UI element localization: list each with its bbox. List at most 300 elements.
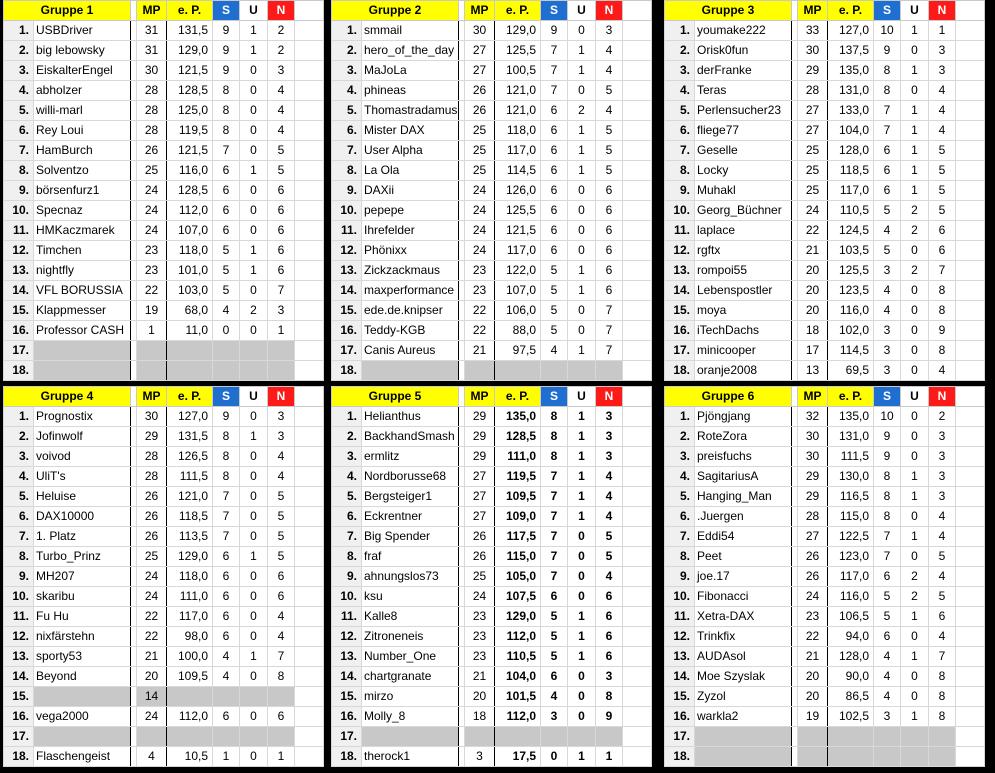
rank-cell: 15.: [4, 301, 34, 321]
ep-value: 129,0: [167, 547, 213, 567]
header-mp: MP: [137, 387, 167, 407]
tail-cell: [956, 201, 985, 221]
tail-cell: [295, 21, 324, 41]
s-value: 4: [874, 281, 901, 301]
tail-cell: [295, 407, 324, 427]
u-value: 1: [568, 261, 596, 281]
s-value: 5: [874, 587, 901, 607]
mp-value: 24: [137, 201, 167, 221]
n-value: 6: [929, 221, 956, 241]
ep-value: 121,5: [167, 141, 213, 161]
group-title: Gruppe 2: [332, 1, 459, 21]
table-row: [332, 587, 652, 607]
tail-cell: [956, 627, 985, 647]
s-value: 3: [874, 707, 901, 727]
n-value: 2: [929, 407, 956, 427]
rank-cell: 10.: [665, 201, 695, 221]
table-row: [4, 487, 324, 507]
player-name: minicooper: [695, 341, 792, 361]
s-value: 5: [541, 647, 568, 667]
rank-cell: 13.: [4, 647, 34, 667]
player-name: Teras: [695, 81, 792, 101]
s-value: 7: [541, 81, 568, 101]
table-row: [4, 507, 324, 527]
table-row: [665, 261, 985, 281]
tail-cell: [956, 607, 985, 627]
rank-cell: 6.: [332, 507, 362, 527]
u-value: 1: [240, 41, 268, 61]
n-value: [268, 687, 295, 707]
tail-cell: [623, 201, 652, 221]
rank-cell: 1.: [332, 407, 362, 427]
ep-value: [828, 747, 874, 767]
rank-cell: 12.: [4, 627, 34, 647]
header-ep: e. P.: [495, 387, 541, 407]
u-value: [901, 727, 929, 747]
n-value: 4: [268, 627, 295, 647]
player-name: Orisk0fun: [695, 41, 792, 61]
n-value: 7: [268, 647, 295, 667]
player-name: ksu: [362, 587, 459, 607]
u-value: 0: [240, 507, 268, 527]
s-value: 8: [213, 81, 240, 101]
table-row: [665, 221, 985, 241]
ep-value: 103,5: [828, 241, 874, 261]
u-value: 1: [568, 161, 596, 181]
table-row: [4, 361, 324, 381]
mp-value: 25: [798, 141, 828, 161]
ep-value: 106,5: [828, 607, 874, 627]
s-value: 4: [874, 221, 901, 241]
table-row: [4, 341, 324, 361]
n-value: 3: [268, 61, 295, 81]
mp-value: 24: [465, 201, 495, 221]
s-value: 7: [874, 101, 901, 121]
u-value: 0: [568, 707, 596, 727]
u-value: 0: [901, 667, 929, 687]
tail-cell: [623, 567, 652, 587]
mp-value: 33: [798, 21, 828, 41]
s-value: 6: [874, 567, 901, 587]
tail-cell: [956, 181, 985, 201]
player-name: Eddi54: [695, 527, 792, 547]
n-value: 3: [268, 427, 295, 447]
rank-cell: 17.: [332, 727, 362, 747]
u-value: 2: [901, 221, 929, 241]
mp-value: 26: [137, 141, 167, 161]
ep-value: 129,0: [495, 21, 541, 41]
player-name: mirzo: [362, 687, 459, 707]
rank-cell: 9.: [332, 181, 362, 201]
n-value: 8: [929, 687, 956, 707]
table-row: [665, 61, 985, 81]
s-value: 9: [213, 21, 240, 41]
ep-value: 115,0: [828, 507, 874, 527]
tail-cell: [623, 487, 652, 507]
rank-cell: 8.: [332, 161, 362, 181]
header-row: [332, 1, 652, 21]
mp-value: 27: [465, 41, 495, 61]
ep-value: 119,5: [495, 467, 541, 487]
s-value: 8: [213, 467, 240, 487]
s-value: 8: [213, 427, 240, 447]
u-value: 0: [901, 281, 929, 301]
player-name: ede.de.knipser: [362, 301, 459, 321]
mp-value: 25: [465, 121, 495, 141]
n-value: 6: [268, 261, 295, 281]
mp-value: 26: [465, 527, 495, 547]
table-row: [4, 587, 324, 607]
u-value: 1: [240, 161, 268, 181]
group-table: [331, 386, 652, 767]
u-value: 0: [240, 221, 268, 241]
u-value: 0: [240, 281, 268, 301]
header-tail: [295, 387, 324, 407]
mp-value: 29: [465, 407, 495, 427]
mp-value: 22: [137, 627, 167, 647]
s-value: 10: [874, 21, 901, 41]
table-row: [665, 121, 985, 141]
mp-value: [465, 727, 495, 747]
rank-cell: 4.: [332, 81, 362, 101]
ep-value: 118,0: [167, 241, 213, 261]
table-row: [665, 141, 985, 161]
table-row: [4, 61, 324, 81]
u-value: 2: [901, 567, 929, 587]
mp-value: 22: [465, 321, 495, 341]
n-value: 2: [268, 41, 295, 61]
tail-cell: [623, 281, 652, 301]
rank-cell: 8.: [665, 547, 695, 567]
ep-value: 127,0: [828, 21, 874, 41]
u-value: 0: [901, 361, 929, 381]
rank-cell: 4.: [665, 467, 695, 487]
header-row: [4, 387, 324, 407]
table-row: [665, 467, 985, 487]
mp-value: 25: [465, 567, 495, 587]
n-value: 3: [596, 427, 623, 447]
n-value: 4: [268, 81, 295, 101]
s-value: 6: [213, 607, 240, 627]
table-row: [4, 547, 324, 567]
table-row: [332, 361, 652, 381]
table-row: [332, 341, 652, 361]
mp-value: 24: [137, 707, 167, 727]
n-value: 6: [929, 607, 956, 627]
tail-cell: [956, 427, 985, 447]
u-value: 1: [568, 281, 596, 301]
mp-value: 28: [798, 81, 828, 101]
tail-cell: [623, 21, 652, 41]
s-value: [213, 361, 240, 381]
s-value: 4: [541, 341, 568, 361]
u-value: 0: [901, 427, 929, 447]
n-value: [929, 747, 956, 767]
s-value: 9: [874, 41, 901, 61]
ep-value: 111,5: [167, 467, 213, 487]
tail-cell: [956, 101, 985, 121]
ep-value: 68,0: [167, 301, 213, 321]
mp-value: 25: [798, 161, 828, 181]
table-row: [332, 281, 652, 301]
tail-cell: [956, 447, 985, 467]
s-value: [213, 341, 240, 361]
rank-cell: 11.: [4, 607, 34, 627]
tail-cell: [623, 101, 652, 121]
player-name: [34, 361, 131, 381]
s-value: 8: [541, 427, 568, 447]
s-value: 7: [213, 487, 240, 507]
tail-cell: [623, 647, 652, 667]
u-value: 0: [240, 101, 268, 121]
n-value: 4: [929, 101, 956, 121]
n-value: 6: [268, 567, 295, 587]
player-name: Georg_Büchner: [695, 201, 792, 221]
ep-value: [167, 687, 213, 707]
u-value: 0: [568, 547, 596, 567]
player-name: Solventzo: [34, 161, 131, 181]
u-value: 0: [568, 21, 596, 41]
n-value: 5: [268, 141, 295, 161]
player-name: Canis Aureus: [362, 341, 459, 361]
rank-cell: 15.: [332, 301, 362, 321]
n-value: 4: [929, 527, 956, 547]
header-s: S: [213, 387, 240, 407]
tail-cell: [956, 527, 985, 547]
u-value: 1: [901, 647, 929, 667]
table-row: [665, 687, 985, 707]
s-value: 6: [541, 587, 568, 607]
n-value: 3: [929, 41, 956, 61]
s-value: 8: [874, 467, 901, 487]
table-row: [332, 467, 652, 487]
ep-value: 131,0: [828, 81, 874, 101]
table-row: [665, 727, 985, 747]
s-value: 4: [213, 301, 240, 321]
u-value: 2: [901, 261, 929, 281]
u-value: 1: [240, 647, 268, 667]
n-value: 7: [596, 301, 623, 321]
mp-value: 20: [798, 687, 828, 707]
s-value: [541, 727, 568, 747]
table-row: [4, 527, 324, 547]
rank-cell: 17.: [665, 341, 695, 361]
s-value: 6: [874, 181, 901, 201]
ep-value: 107,0: [495, 281, 541, 301]
mp-value: 28: [798, 507, 828, 527]
tail-cell: [623, 547, 652, 567]
player-name: Locky: [695, 161, 792, 181]
table-row: [665, 547, 985, 567]
table-row: [4, 567, 324, 587]
table-row: [4, 667, 324, 687]
s-value: 8: [213, 447, 240, 467]
group-5-panel: [331, 386, 651, 767]
player-name: rgftx: [695, 241, 792, 261]
player-name: Professor CASH: [34, 321, 131, 341]
ep-value: 125,5: [495, 41, 541, 61]
player-name: AUDAsol: [695, 647, 792, 667]
s-value: 5: [213, 281, 240, 301]
rank-cell: 13.: [665, 261, 695, 281]
rank-cell: 18.: [332, 361, 362, 381]
s-value: 5: [541, 261, 568, 281]
tail-cell: [956, 707, 985, 727]
player-name: Number_One: [362, 647, 459, 667]
rank-cell: 9.: [665, 567, 695, 587]
header-s: S: [874, 1, 901, 21]
u-value: 0: [240, 467, 268, 487]
ep-value: 117,0: [828, 181, 874, 201]
ep-value: 10,5: [167, 747, 213, 767]
n-value: 3: [929, 427, 956, 447]
rank-cell: 13.: [665, 647, 695, 667]
u-value: 0: [240, 567, 268, 587]
player-name: vega2000: [34, 707, 131, 727]
n-value: 8: [929, 707, 956, 727]
mp-value: 29: [137, 427, 167, 447]
u-value: 0: [240, 321, 268, 341]
tail-cell: [956, 61, 985, 81]
u-value: 1: [901, 527, 929, 547]
tail-cell: [295, 301, 324, 321]
u-value: 2: [901, 587, 929, 607]
header-ep: e. P.: [828, 1, 874, 21]
tail-cell: [956, 281, 985, 301]
rank-cell: 13.: [332, 261, 362, 281]
u-value: 1: [901, 607, 929, 627]
u-value: 0: [568, 567, 596, 587]
mp-value: 30: [798, 41, 828, 61]
table-row: [4, 747, 324, 767]
n-value: 5: [596, 81, 623, 101]
ep-value: 100,5: [495, 61, 541, 81]
table-row: [665, 81, 985, 101]
table-row: [665, 201, 985, 221]
ep-value: 116,5: [828, 487, 874, 507]
rank-cell: 12.: [332, 241, 362, 261]
rank-cell: 12.: [665, 241, 695, 261]
player-name: Rey Loui: [34, 121, 131, 141]
ep-value: 122,5: [828, 527, 874, 547]
s-value: 7: [541, 547, 568, 567]
table-row: [332, 181, 652, 201]
mp-value: 29: [465, 447, 495, 467]
rank-cell: 10.: [332, 201, 362, 221]
ep-value: 94,0: [828, 627, 874, 647]
ep-value: 17,5: [495, 747, 541, 767]
u-value: 0: [240, 121, 268, 141]
ep-value: 121,0: [495, 81, 541, 101]
player-name: ahnungslos73: [362, 567, 459, 587]
ep-value: 110,5: [828, 201, 874, 221]
mp-value: 22: [465, 301, 495, 321]
ep-value: 90,0: [828, 667, 874, 687]
header-ep: e. P.: [167, 1, 213, 21]
n-value: 4: [268, 607, 295, 627]
ep-value: 104,0: [495, 667, 541, 687]
n-value: 8: [929, 281, 956, 301]
header-row: [665, 1, 985, 21]
rank-cell: 7.: [665, 527, 695, 547]
u-value: 1: [568, 341, 596, 361]
n-value: [596, 727, 623, 747]
rank-cell: 15.: [665, 687, 695, 707]
n-value: 6: [268, 587, 295, 607]
s-value: 5: [541, 321, 568, 341]
tail-cell: [956, 121, 985, 141]
rank-cell: 8.: [4, 547, 34, 567]
rank-cell: 5.: [665, 487, 695, 507]
s-value: 4: [874, 667, 901, 687]
tail-cell: [956, 747, 985, 767]
table-row: [665, 301, 985, 321]
rank-cell: 12.: [332, 627, 362, 647]
player-name: oranje2008: [695, 361, 792, 381]
player-name: fraf: [362, 547, 459, 567]
s-value: 6: [541, 181, 568, 201]
s-value: 10: [874, 407, 901, 427]
u-value: 0: [568, 221, 596, 241]
ep-value: 109,5: [495, 487, 541, 507]
ep-value: 109,0: [495, 507, 541, 527]
table-row: [332, 687, 652, 707]
player-name: [34, 727, 131, 747]
n-value: 5: [596, 161, 623, 181]
mp-value: 24: [465, 241, 495, 261]
mp-value: 26: [465, 547, 495, 567]
mp-value: 23: [137, 241, 167, 261]
u-value: 0: [568, 301, 596, 321]
player-name: Klappmesser: [34, 301, 131, 321]
ep-value: [495, 361, 541, 381]
s-value: 9: [213, 41, 240, 61]
n-value: 5: [268, 507, 295, 527]
group-2-panel: [331, 0, 651, 381]
tail-cell: [295, 607, 324, 627]
ep-value: 123,0: [828, 547, 874, 567]
player-name: Flaschengeist: [34, 747, 131, 767]
tail-cell: [295, 141, 324, 161]
rank-cell: 7.: [665, 141, 695, 161]
table-row: [332, 487, 652, 507]
u-value: 1: [901, 121, 929, 141]
player-name: DAX10000: [34, 507, 131, 527]
ep-value: 125,0: [167, 101, 213, 121]
ep-value: 104,0: [828, 121, 874, 141]
table-row: [332, 61, 652, 81]
player-name: Pjöngjang: [695, 407, 792, 427]
u-value: 1: [568, 427, 596, 447]
rank-cell: 16.: [332, 321, 362, 341]
rank-cell: 9.: [4, 567, 34, 587]
s-value: 5: [213, 241, 240, 261]
table-row: [665, 161, 985, 181]
header-u: U: [240, 387, 268, 407]
ep-value: 111,0: [495, 447, 541, 467]
n-value: 6: [596, 587, 623, 607]
player-name: nightfly: [34, 261, 131, 281]
s-value: 7: [213, 507, 240, 527]
rank-cell: 5.: [4, 101, 34, 121]
player-name: Hanging_Man: [695, 487, 792, 507]
n-value: [268, 727, 295, 747]
mp-value: 24: [798, 587, 828, 607]
player-name: nixfärstehn: [34, 627, 131, 647]
u-value: 1: [901, 101, 929, 121]
ep-value: 100,0: [167, 647, 213, 667]
group-3-panel: [664, 0, 984, 381]
